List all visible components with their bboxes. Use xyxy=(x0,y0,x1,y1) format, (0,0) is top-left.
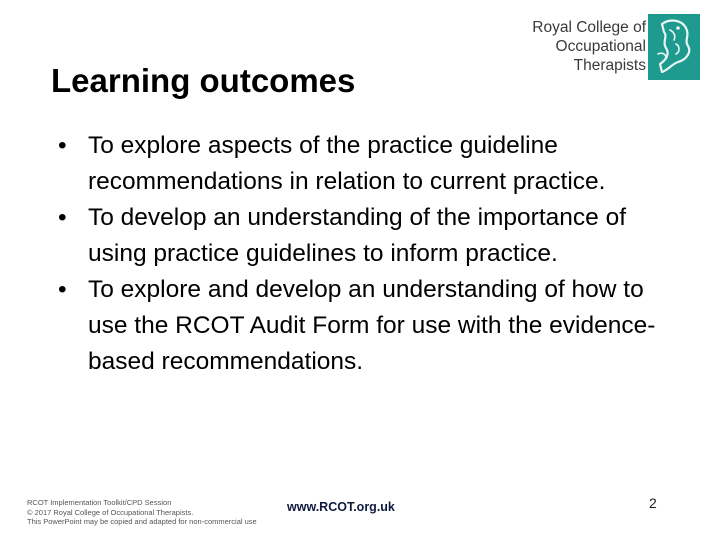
footer-website-link[interactable]: www.RCOT.org.uk xyxy=(287,500,395,514)
footer-line: This PowerPoint may be copied and adapted for non-commercial use xyxy=(27,517,257,526)
logo-line: Occupational xyxy=(555,38,646,55)
logo-emblem-icon xyxy=(648,14,700,80)
page-number: 2 xyxy=(649,495,657,511)
list-item xyxy=(58,272,658,380)
footer-line: © 2017 Royal College of Occupational Therapists. xyxy=(27,507,194,517)
list-item-text: To explore aspects of the practice guideline recommendations in relation to current practice. xyxy=(88,132,606,195)
logo-wordmark xyxy=(532,18,646,75)
footer-line: RCOT Implementation Toolkit/CPD Session xyxy=(27,498,172,507)
slide-title: Learning outcomes xyxy=(51,62,356,99)
logo-line: Therapists xyxy=(573,57,646,74)
list-item-text: To develop an understanding of the importance of using practice guidelines to inform practice. xyxy=(88,204,627,267)
list-item xyxy=(58,200,658,272)
footer-copyright xyxy=(27,498,257,527)
list-item xyxy=(58,128,658,200)
bullet-icon: • xyxy=(58,204,67,231)
list-item-text: To explore and develop an understanding of how to use the RCOT Audit Form for use with the evidence-based recommendations. xyxy=(88,276,656,375)
bullet-icon: • xyxy=(58,276,67,303)
bullet-icon: • xyxy=(58,132,67,159)
rcot-logo xyxy=(532,14,708,80)
learning-outcomes-list xyxy=(58,128,658,380)
logo-line: Royal College of xyxy=(532,19,646,36)
